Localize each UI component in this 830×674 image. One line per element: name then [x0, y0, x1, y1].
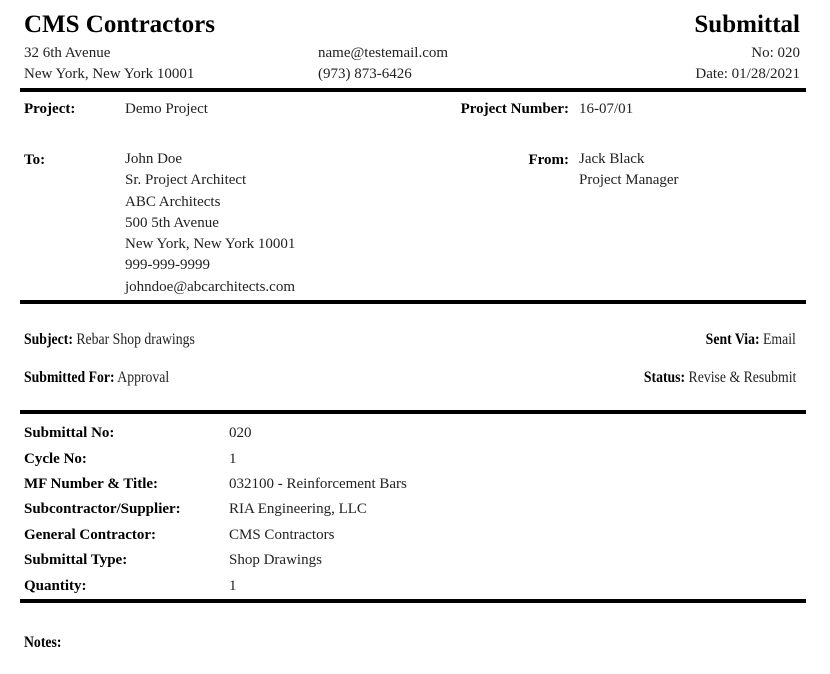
detail-row-submittal-no: [24, 423, 252, 443]
to-email: johndoe@abcarchitects.com: [125, 278, 295, 295]
to-title: Sr. Project Architect: [125, 172, 247, 189]
subject-label: Subject:: [24, 331, 73, 348]
submittal-number-value: 020: [777, 45, 800, 61]
divider-rule-4: [20, 599, 806, 603]
notes-label: Notes:: [24, 634, 62, 651]
detail-label: Subcontractor/Supplier:: [24, 501, 181, 517]
to-city: New York, New York 10001: [125, 236, 296, 253]
detail-value: RIA Engineering, LLC: [229, 501, 367, 517]
from-title: Project Manager: [579, 172, 679, 189]
to-street: 500 5th Avenue: [125, 214, 219, 231]
divider-rule-2: [20, 300, 806, 304]
submittal-date-value: 01/28/2021: [731, 66, 800, 82]
company-address-line1: 32 6th Avenue: [24, 45, 111, 61]
detail-label: Cycle No:: [24, 451, 87, 467]
divider-rule-3: [20, 410, 806, 414]
status-label: Status:: [643, 369, 685, 386]
subject-field: [24, 330, 195, 350]
submitted-for-label: Submitted For:: [24, 369, 115, 386]
document-title: Submittal: [694, 11, 800, 38]
detail-row-subcontractor: [24, 499, 367, 519]
project-number-label: Project Number:: [460, 101, 569, 117]
detail-value: 1: [229, 451, 237, 467]
project-value: Demo Project: [125, 101, 208, 117]
detail-row-mf-number: [24, 474, 407, 494]
detail-value: 020: [229, 425, 252, 441]
detail-label: Submittal No:: [24, 425, 115, 441]
from-sender-block: [579, 149, 679, 192]
to-name: John Doe: [125, 151, 183, 167]
detail-row-quantity: [24, 576, 237, 596]
submittal-date: [695, 64, 800, 84]
company-email: name@testemail.com: [318, 45, 449, 61]
subject-value: Rebar Shop drawings: [76, 331, 195, 348]
company-phone: (973) 873-6426: [318, 66, 412, 82]
sent-via-value: Email: [763, 331, 796, 348]
detail-label: MF Number & Title:: [24, 476, 159, 492]
to-company: ABC Architects: [125, 193, 221, 210]
submittal-date-label: Date:: [695, 66, 728, 82]
detail-value: CMS Contractors: [229, 527, 335, 543]
detail-row-cycle-no: [24, 449, 237, 469]
detail-row-general-contractor: [24, 525, 334, 545]
detail-label: Quantity:: [24, 578, 87, 594]
to-recipient-block: [125, 149, 295, 298]
project-number-value: 16-07/01: [579, 101, 634, 117]
submitted-for-field: [24, 368, 169, 388]
status-value: Revise & Resubmit: [688, 369, 796, 386]
company-name: CMS Contractors: [24, 11, 215, 38]
detail-value: 1: [229, 578, 237, 594]
sent-via-field: [706, 330, 796, 350]
company-address-line2: New York, New York 10001: [24, 66, 195, 82]
to-label: To:: [24, 152, 46, 168]
detail-row-submittal-type: [24, 550, 322, 570]
detail-value: 032100 - Reinforcement Bars: [229, 476, 407, 492]
status-field: [643, 368, 796, 388]
submittal-number: [751, 43, 800, 63]
sent-via-label: Sent Via:: [705, 331, 760, 348]
from-name: Jack Black: [579, 151, 645, 167]
detail-label: Submittal Type:: [24, 552, 128, 568]
divider-rule-1: [20, 88, 806, 92]
submittal-number-label: No:: [751, 45, 774, 61]
detail-value: Shop Drawings: [229, 552, 322, 568]
from-label: From:: [528, 152, 569, 168]
submitted-for-value: Approval: [117, 369, 170, 386]
detail-label: General Contractor:: [24, 527, 157, 543]
to-phone: 999-999-9999: [125, 257, 210, 274]
project-label: Project:: [24, 101, 76, 117]
